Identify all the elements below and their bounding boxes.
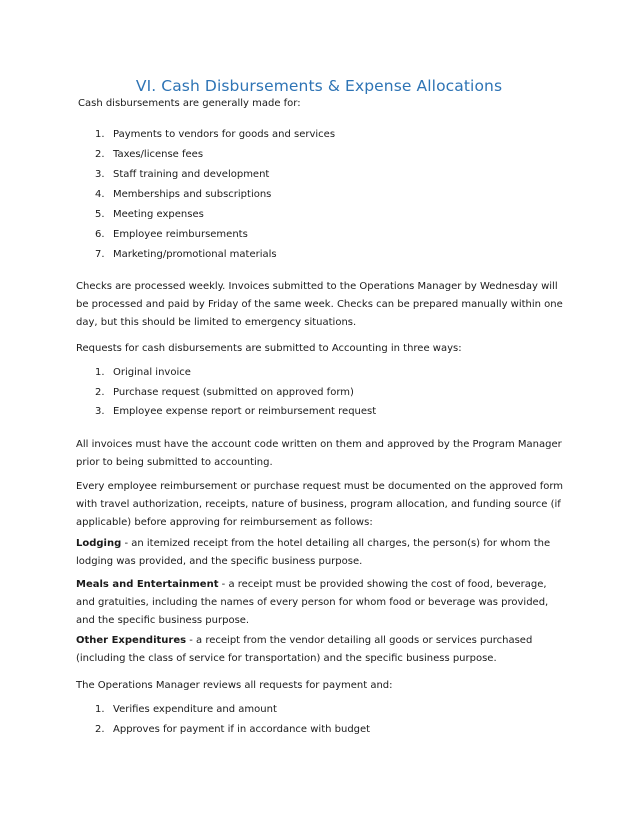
list-item-text: Marketing/promotional materials bbox=[113, 249, 277, 260]
list-number: 2. bbox=[95, 387, 105, 398]
operations-paragraph: The Operations Manager reviews all requests for payment and: bbox=[76, 680, 393, 691]
page-title: VI. Cash Disbursements & Expense Allocations bbox=[135, 77, 503, 95]
list-item bbox=[95, 366, 191, 380]
meals-paragraph bbox=[76, 576, 568, 630]
list-item-text: Taxes/license fees bbox=[113, 149, 204, 160]
list-item bbox=[95, 248, 277, 262]
list-number: 2. bbox=[95, 149, 105, 160]
list-item-text: Employee reimbursements bbox=[113, 229, 248, 240]
list-item bbox=[95, 405, 376, 419]
invoices-paragraph: All invoices must have the account code written on them and approved by the Program Manager prior to being submitted to accounting. bbox=[76, 439, 562, 468]
list-number: 4. bbox=[95, 189, 105, 200]
meals-label: Meals and Entertainment bbox=[76, 579, 219, 590]
list-item bbox=[95, 168, 269, 182]
list-item bbox=[95, 208, 204, 222]
other-text: - a receipt from the vendor detailing all goods or services purchased (including the class of service for transportation) and the specific business purpose. bbox=[76, 635, 533, 664]
list-item-text: Employee expense report or reimbursement request bbox=[113, 406, 377, 417]
checks-paragraph: Checks are processed weekly. Invoices submitted to the Operations Manager by Wednesday will be processed and paid by Friday of the same week. Checks can be prepared manually within one day, but this should be limited to emergency situations. bbox=[76, 281, 563, 328]
list-item bbox=[95, 228, 248, 242]
other-expenditures-paragraph bbox=[76, 632, 568, 668]
list-item bbox=[95, 386, 354, 400]
list-item bbox=[95, 148, 203, 162]
lodging-paragraph bbox=[76, 535, 568, 571]
list-number: 3. bbox=[95, 406, 105, 417]
list-item-text: Memberships and subscriptions bbox=[113, 189, 272, 200]
list-item-text: Payments to vendors for goods and services bbox=[113, 129, 336, 140]
intro-text: Cash disbursements are generally made for: bbox=[78, 98, 301, 109]
list-item-text: Meeting expenses bbox=[113, 209, 204, 220]
list-item-text: Original invoice bbox=[113, 367, 191, 378]
meals-text: - a receipt must be provided showing the cost of food, beverage, and gratuities, including the names of every person for whom food or beverage was provided, and the specific business purpose. bbox=[76, 579, 549, 626]
list-item bbox=[95, 723, 370, 737]
list-number: 1. bbox=[95, 367, 105, 378]
reimbursement-paragraph: Every employee reimbursement or purchase request must be documented on the approved form with travel authorization, receipts, nature of business, program allocation, and funding source (if applicable) before approving for reimbursement as follows: bbox=[76, 481, 564, 528]
list-number: 6. bbox=[95, 229, 105, 240]
list-item-text: Verifies expenditure and amount bbox=[113, 704, 277, 715]
list-item bbox=[95, 188, 271, 202]
lodging-label: Lodging bbox=[76, 538, 122, 549]
list-item-text: Staff training and development bbox=[113, 169, 270, 180]
list-number: 7. bbox=[95, 249, 105, 260]
list-number: 1. bbox=[95, 129, 105, 140]
list-number: 5. bbox=[95, 209, 105, 220]
list-item bbox=[95, 703, 277, 717]
list-number: 1. bbox=[95, 704, 105, 715]
list-item-text: Approves for payment if in accordance with budget bbox=[113, 724, 371, 735]
list-number: 2. bbox=[95, 724, 105, 735]
list-number: 3. bbox=[95, 169, 105, 180]
list-item-text: Purchase request (submitted on approved form) bbox=[113, 387, 354, 398]
requests-paragraph: Requests for cash disbursements are submitted to Accounting in three ways: bbox=[76, 343, 462, 354]
other-label: Other Expenditures bbox=[76, 635, 187, 646]
list-item bbox=[95, 128, 335, 142]
lodging-text: - an itemized receipt from the hotel detailing all charges, the person(s) for whom the lodging was provided, and the specific business purpose. bbox=[76, 538, 551, 567]
